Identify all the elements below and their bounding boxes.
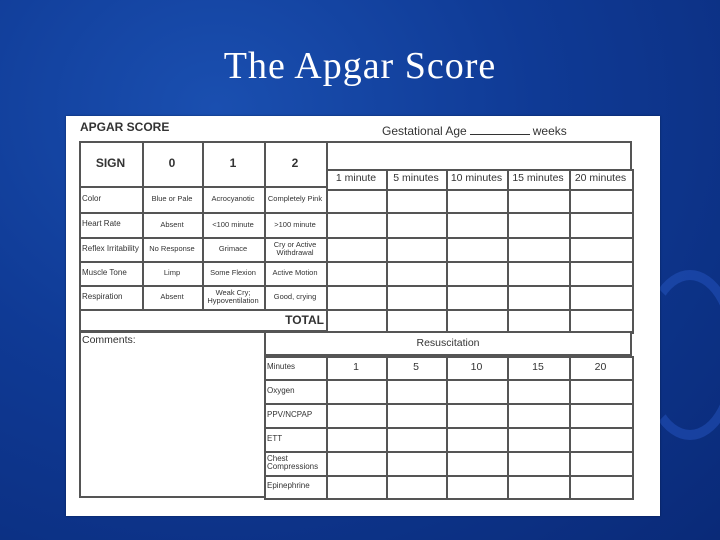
score-entry-cell[interactable] — [386, 212, 448, 239]
score-entry-cell[interactable] — [507, 212, 571, 239]
sign-score0: Limp — [163, 268, 181, 278]
sign-score1: Weak Cry; Hypoventilation — [207, 288, 259, 305]
score-entry-cell[interactable] — [569, 261, 634, 287]
score-entry-cell[interactable] — [507, 285, 571, 311]
score-entry-cell[interactable] — [446, 285, 509, 311]
resus-entry-cell[interactable] — [386, 403, 448, 429]
score-entry-cell[interactable] — [507, 261, 571, 287]
gestational-age-label: Gestational Age — [382, 124, 467, 138]
resus-minute: 5 — [413, 360, 419, 373]
resus-minute: 1 — [353, 360, 359, 373]
resus-label: Oxygen — [267, 385, 295, 395]
resus-entry-cell[interactable] — [446, 451, 509, 477]
header-two: 2 — [291, 156, 299, 171]
resus-label: Chest Compressions — [267, 453, 319, 471]
score-entry-cell[interactable] — [507, 237, 571, 263]
score-entry-cell[interactable] — [326, 212, 388, 239]
resus-entry-cell[interactable] — [326, 451, 388, 477]
resus-entry-cell[interactable] — [386, 379, 448, 405]
score-entry-cell[interactable] — [326, 285, 388, 311]
score-entry-cell[interactable] — [386, 237, 448, 263]
resus-entry-cell[interactable] — [446, 379, 509, 405]
score-entry-cell[interactable] — [326, 261, 388, 287]
minute-header: 1 minute — [335, 172, 377, 185]
sign-name: Muscle Tone — [82, 267, 127, 277]
sign-score2: Cry or Active Withdrawal — [273, 240, 317, 257]
sign-score0: Absent — [160, 219, 184, 229]
comments-box[interactable] — [79, 331, 266, 498]
gestational-age-blank[interactable] — [470, 134, 530, 135]
sign-name: Color — [82, 193, 102, 203]
resus-label: Epinephrine — [267, 481, 310, 491]
total-label: TOTAL — [285, 312, 324, 327]
minutes-label: Minutes — [267, 362, 296, 372]
score-entry-cell[interactable] — [569, 189, 634, 214]
resus-entry-cell[interactable] — [446, 427, 509, 453]
resus-entry-cell[interactable] — [326, 475, 388, 500]
sign-score1: Grimace — [218, 244, 248, 254]
sign-score1: <100 minute — [212, 219, 254, 229]
apgar-form — [66, 116, 660, 516]
sign-score2: Active Motion — [272, 268, 318, 278]
header-zero: 0 — [168, 156, 176, 171]
resus-entry-cell[interactable] — [507, 403, 571, 429]
sign-score0: Absent — [160, 292, 184, 302]
resus-entry-cell[interactable] — [569, 451, 634, 477]
minute-header: 20 minutes — [574, 172, 627, 185]
score-entry-cell[interactable] — [326, 237, 388, 263]
resus-label: ETT — [267, 433, 283, 443]
resus-entry-cell[interactable] — [386, 427, 448, 453]
sign-score2: >100 minute — [274, 219, 316, 229]
minute-header: 10 minutes — [450, 172, 503, 185]
sign-name: Reflex Irritability — [82, 243, 139, 253]
resus-entry-cell[interactable] — [507, 451, 571, 477]
resuscitation-title: Resuscitation — [416, 336, 480, 349]
score-entry-cell[interactable] — [326, 189, 388, 214]
resus-label: PPV/NCPAP — [267, 409, 313, 419]
resus-minute: 20 — [594, 360, 607, 373]
comments-label: Comments: — [82, 334, 136, 347]
sign-score2: Completely Pink — [267, 194, 323, 204]
header-sign: SIGN — [95, 156, 126, 171]
score-entry-cell[interactable] — [507, 189, 571, 214]
score-entry-cell[interactable] — [569, 237, 634, 263]
score-entry-cell[interactable] — [386, 261, 448, 287]
form-title: APGAR SCORE — [80, 120, 170, 134]
resus-entry-cell[interactable] — [507, 379, 571, 405]
score-entry-cell[interactable] — [446, 189, 509, 214]
resus-entry-cell[interactable] — [446, 475, 509, 500]
sign-score0: Blue or Pale — [151, 194, 193, 204]
score-entry-cell[interactable] — [446, 261, 509, 287]
resus-entry-cell[interactable] — [326, 427, 388, 453]
score-entry-cell[interactable] — [446, 212, 509, 239]
score-entry-cell[interactable] — [569, 285, 634, 311]
sign-score1: Acrocyanotic — [211, 194, 255, 204]
sign-name: Respiration — [82, 291, 123, 301]
score-entry-cell[interactable] — [446, 237, 509, 263]
sign-score0: No Response — [149, 244, 195, 254]
resus-entry-cell[interactable] — [507, 475, 571, 500]
gestational-age-unit: weeks — [532, 124, 567, 138]
resus-entry-cell[interactable] — [569, 475, 634, 500]
score-grid — [79, 141, 632, 498]
gestational-age — [382, 124, 567, 138]
minute-header: 5 minutes — [393, 172, 439, 185]
resus-entry-cell[interactable] — [386, 451, 448, 477]
sign-score1: Some Flexion — [210, 268, 256, 278]
resus-entry-cell[interactable] — [569, 427, 634, 453]
sign-score2: Good, crying — [273, 292, 317, 302]
slide-title: The Apgar Score — [223, 45, 497, 87]
score-entry-cell[interactable] — [386, 189, 448, 214]
resus-entry-cell[interactable] — [569, 379, 634, 405]
resus-entry-cell[interactable] — [507, 427, 571, 453]
resus-entry-cell[interactable] — [569, 403, 634, 429]
resus-minute: 15 — [532, 360, 544, 373]
resus-entry-cell[interactable] — [326, 379, 388, 405]
resus-entry-cell[interactable] — [446, 403, 509, 429]
header-one: 1 — [229, 156, 237, 171]
minute-header: 15 minutes — [512, 172, 564, 185]
sign-name: Heart Rate — [82, 219, 121, 229]
score-entry-cell[interactable] — [569, 212, 634, 239]
score-entry-cell[interactable] — [386, 285, 448, 311]
resus-entry-cell[interactable] — [326, 403, 388, 429]
resus-minute: 10 — [470, 360, 483, 373]
resus-entry-cell[interactable] — [386, 475, 448, 500]
